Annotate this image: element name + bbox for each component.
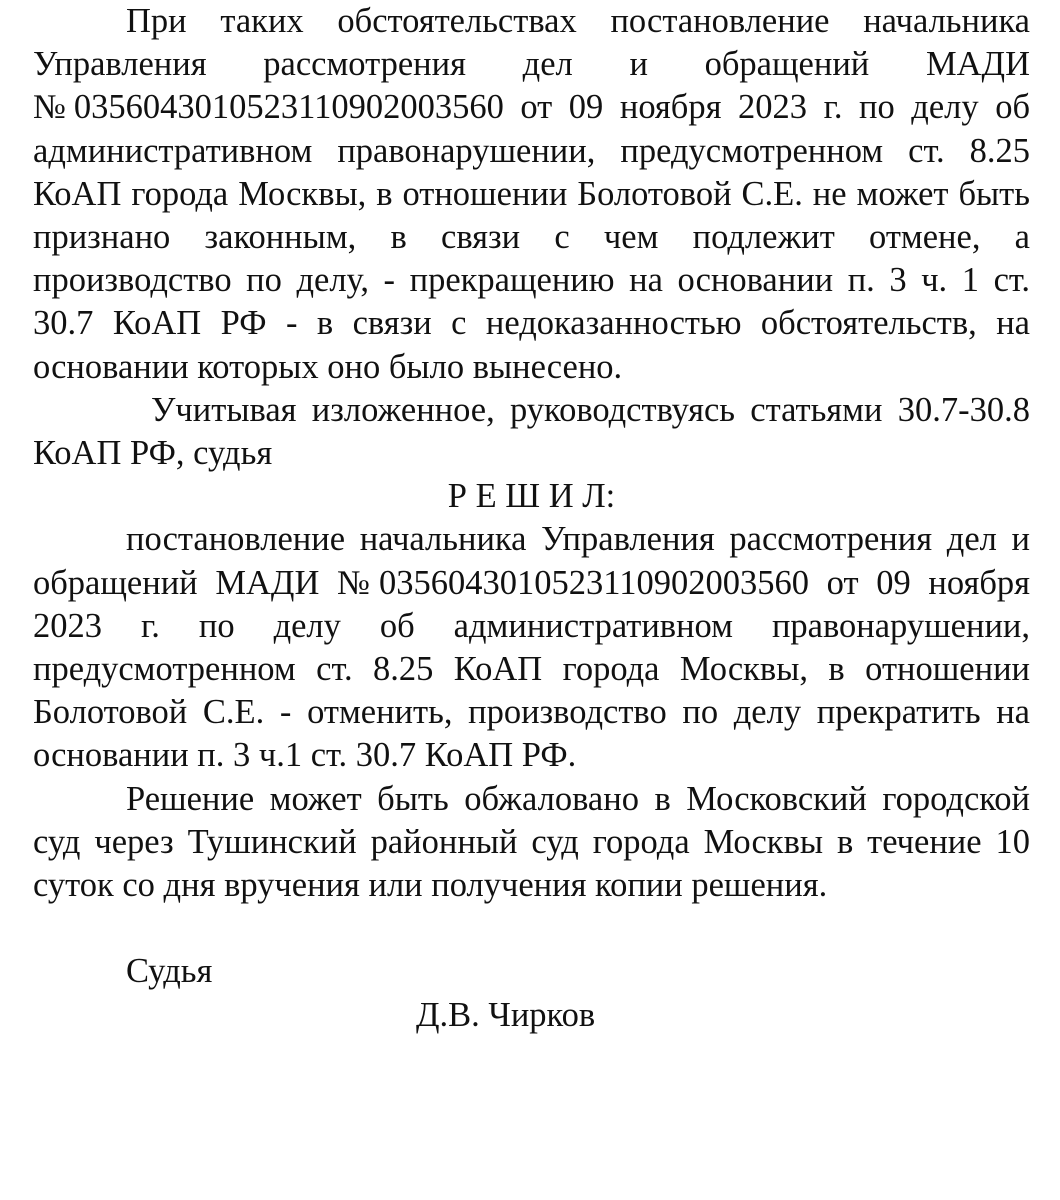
paragraph-conclusion: При таких обстоятельствах постановление начальника Управления рассмотрения дел и обращений МАДИ №0356043010523110902003560 от 09 ноября 2023 г. по делу об административном правонарушении, предусмотренном ст. 8.25 КоАП города Москвы, в отношении Болотовой С.Е. не может быть признано законным, в связи с чем подлежит отмене, а производство по делу, - прекращению на основании п. 3 ч. 1 ст. 30.7 КоАП РФ - в связи с недоказанностью обстоятельств, на основании которых оно было вынесено. [33, 2, 1030, 386]
spacer [33, 907, 1030, 950]
paragraph-decision: постановление начальника Управления рассмотрения дел и обращений МАДИ №0356043010523110902003560 от 09 ноября 2023 г. по делу об административном правонарушении, предусмотренном ст. 8.25 КоАП города Москвы, в отношении Болотовой С.Е. - отменить, производство по делу прекратить на основании п. 3 ч.1 ст. 30.7 КоАП РФ. [33, 520, 1030, 775]
signature-label: Судья [126, 952, 213, 991]
document-page [33, 0, 1030, 1037]
paragraph-appeal: Решение может быть обжаловано в Московский городской суд через Тушинский районный суд города Москвы в течение 10 суток со дня вручения или получения копии решения. [33, 779, 1030, 905]
paragraph-guided-by: Учитывая изложенное, руководствуясь статьями 30.7-30.8 КоАП РФ, судья [33, 390, 1030, 473]
decision-heading: Р Е Ш И Л: [447, 477, 616, 516]
signature-name: Д.В. Чирков [416, 995, 596, 1034]
